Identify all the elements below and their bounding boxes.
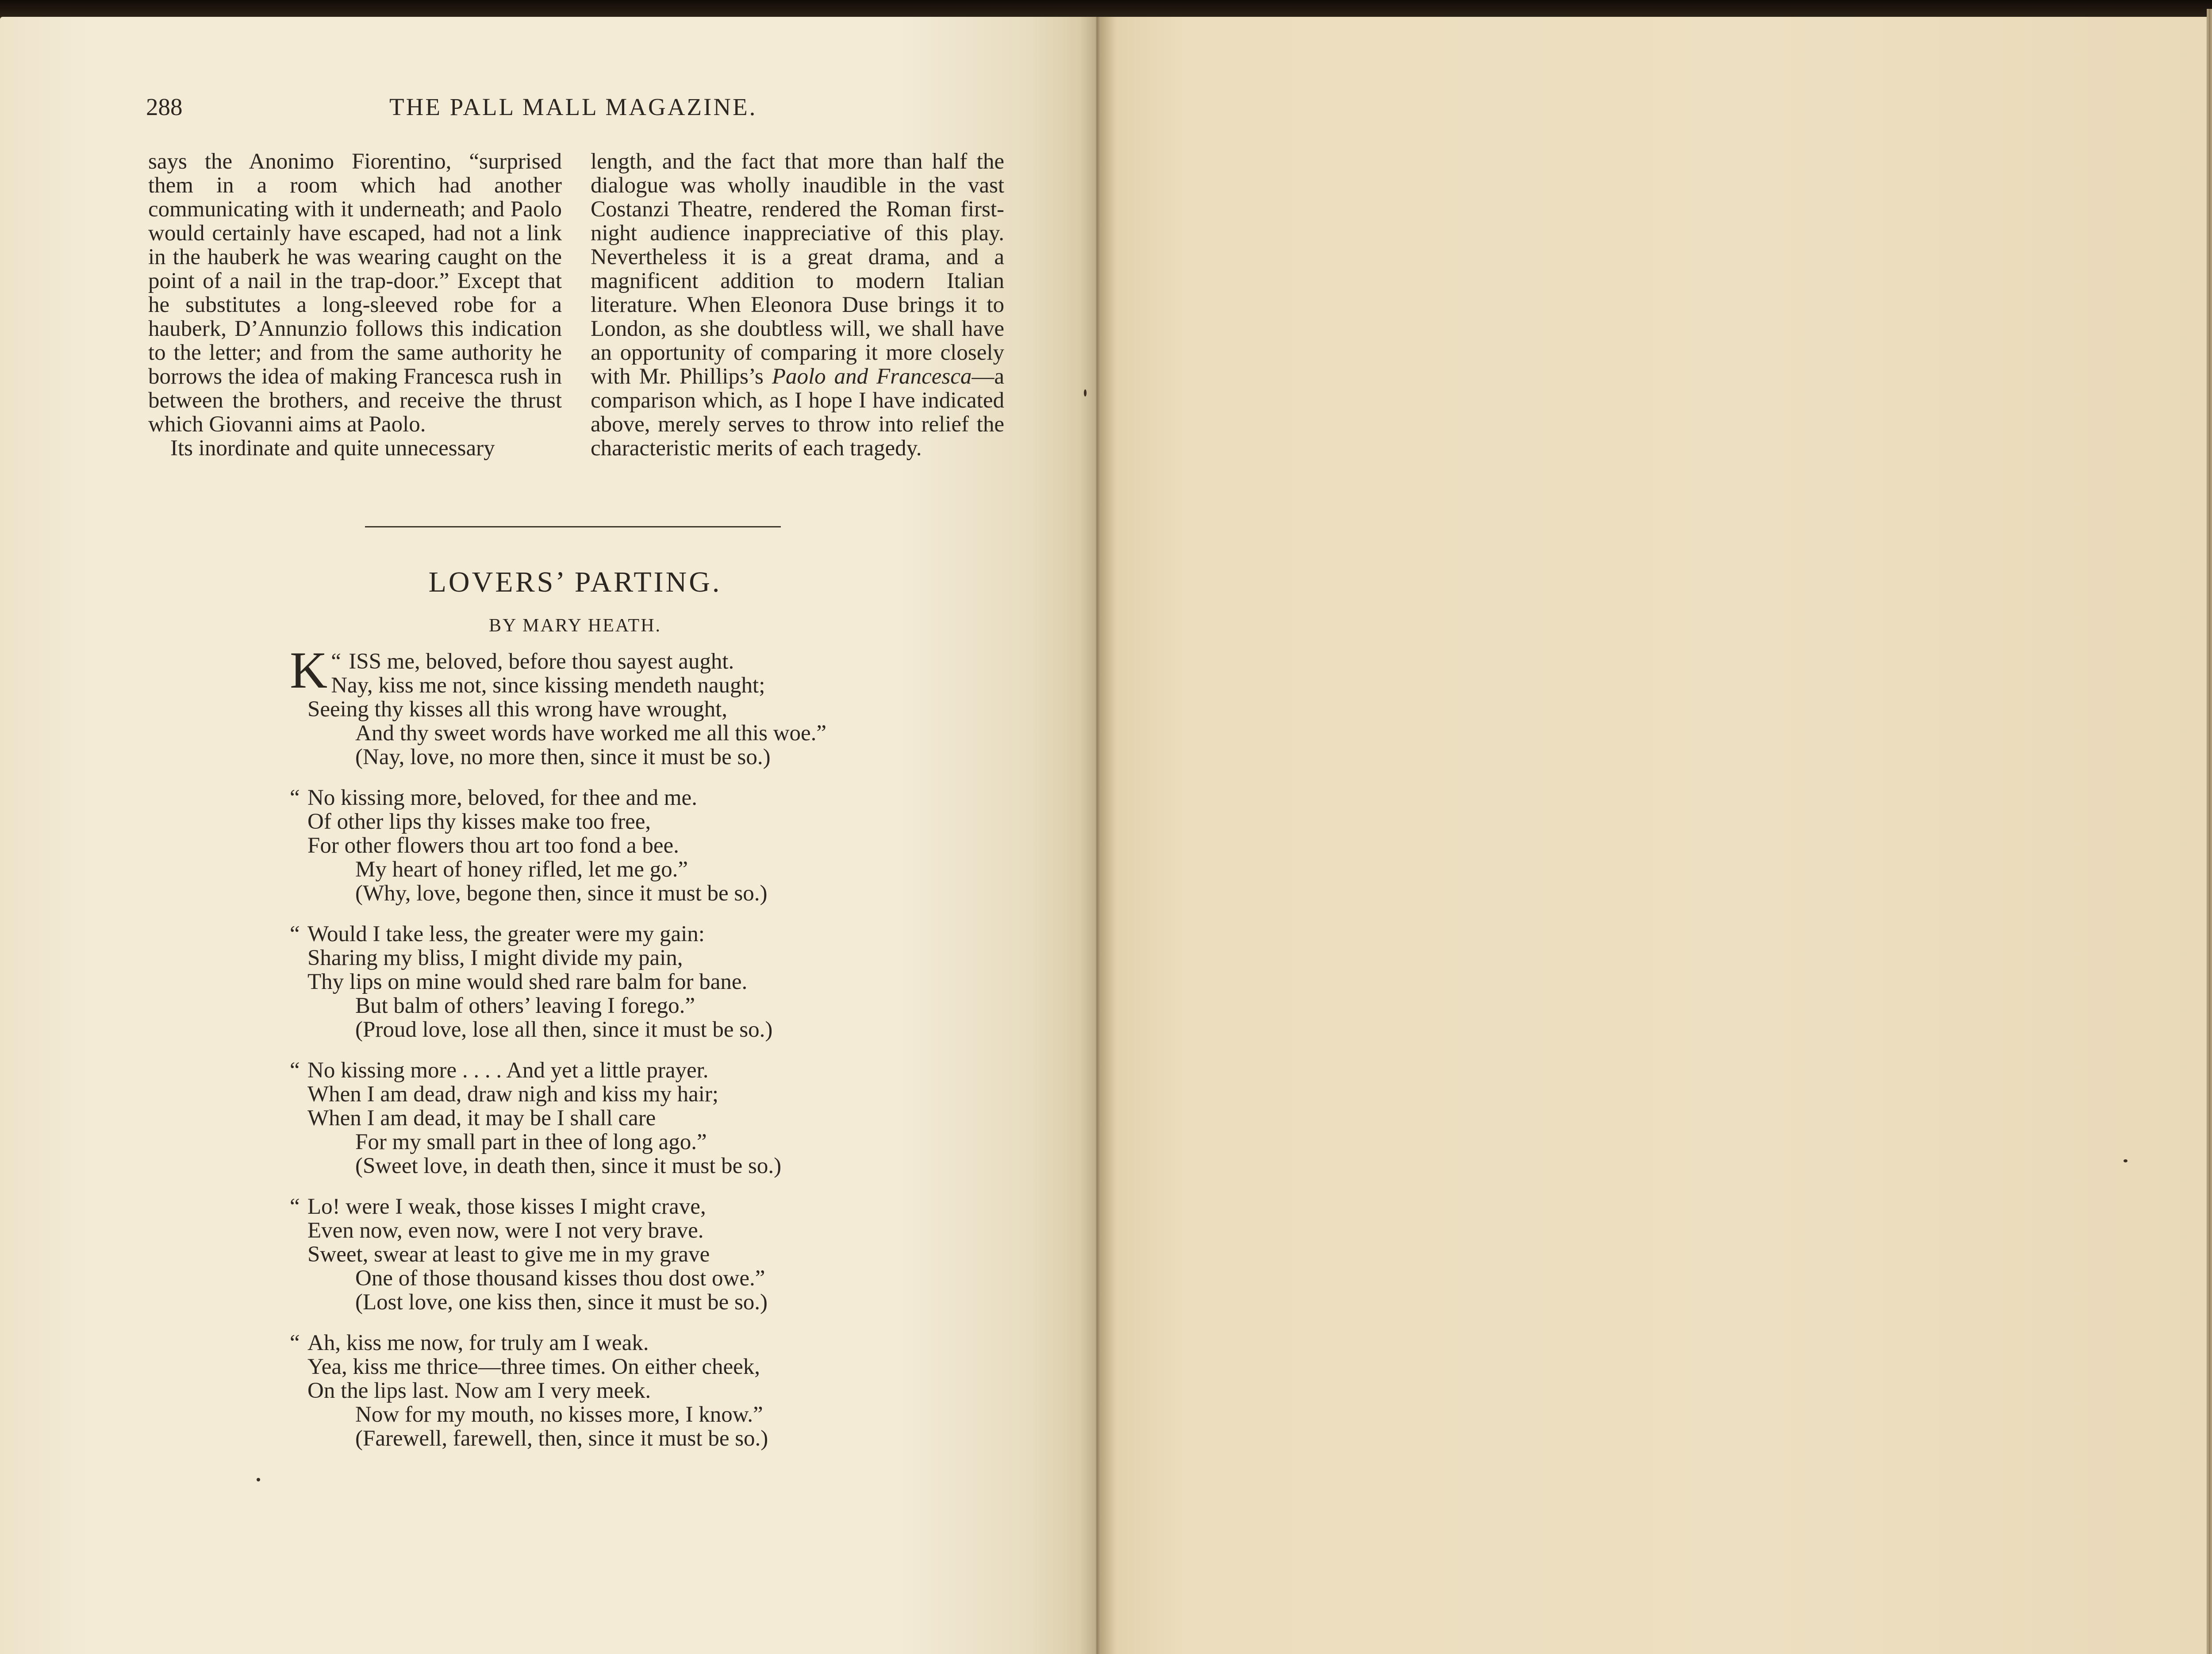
poem-line-text: No kissing more, beloved, for thee and me.	[307, 785, 697, 810]
page-fore-edge	[2207, 9, 2212, 1654]
poem-stanza	[290, 1331, 909, 1450]
running-head: THE PALL MALL MAGAZINE.	[389, 93, 757, 120]
opening-quote: “	[290, 922, 300, 946]
poem-line-text: (Proud love, lose all then, since it must be so.)	[355, 1017, 773, 1042]
poem-line	[290, 673, 909, 697]
poem-line	[290, 1082, 909, 1106]
poem-line	[290, 1290, 909, 1314]
poem-line-text: Seeing thy kisses all this wrong have wrought,	[307, 697, 728, 722]
right-page-blank	[1096, 17, 2207, 1654]
poem-line-text: Yea, kiss me thrice—three times. On either cheek,	[307, 1354, 760, 1379]
poem-line	[290, 786, 909, 810]
poem-line	[290, 922, 909, 946]
poem-line-text: Lo! were I weak, those kisses I might crave,	[307, 1194, 706, 1219]
article-paragraph	[591, 150, 1004, 460]
book-top-edge	[0, 0, 2212, 18]
poem-line	[290, 1355, 909, 1379]
poem-line-text: Sharing my bliss, I might divide my pain,	[307, 946, 683, 970]
poem-line-text: My heart of honey rifled, let me go.”	[355, 857, 688, 882]
poem-line-text: Of other lips thy kisses make too free,	[307, 809, 651, 834]
poem-line-text: Would I take less, the greater were my gain:	[307, 922, 705, 946]
opening-quote: “	[290, 1194, 300, 1219]
article-paragraph: Its inordinate and quite unnecessary	[170, 436, 495, 461]
poem-line-text: But balm of others’ leaving I forego.”	[355, 993, 695, 1018]
poem-line-text: When I am dead, it may be I shall care	[307, 1106, 656, 1131]
poem-line	[290, 1242, 909, 1266]
poem-stanza	[290, 641, 909, 769]
poem-stanza	[290, 922, 909, 1042]
article-paragraph: says the Anonimo Fiorentino, “surprised them in a room which had another communicating with it underneath; and Paolo would certainly have escaped, had not a link in the hauberk he was wearing caught on the point of a nail in the trap-door.” Except that he substitutes a long-sleeved robe for a hauberk, D’Annunzio follows this indication to the letter; and from the same authority he borrows the idea of making Francesca rush in between the brothers, and receive the thrust which Giovanni aims at Paolo.	[148, 149, 562, 437]
book-gutter	[1079, 17, 1115, 1654]
opening-quote: “	[290, 1331, 300, 1355]
poem-line-text: Nay, kiss me not, since kissing mendeth naught;	[331, 673, 765, 698]
poem-stanza	[290, 1058, 909, 1178]
page-number: 288	[146, 93, 183, 120]
poem-line-text: (Farewell, farewell, then, since it must be so.)	[355, 1426, 768, 1451]
ink-speck	[1084, 389, 1087, 396]
poem-body	[290, 641, 909, 1467]
poem-line-text: (Sweet love, in death then, since it must be so.)	[355, 1154, 782, 1178]
poem-line	[290, 1018, 909, 1042]
poem-line-text: (Nay, love, no more then, since it must be so.)	[355, 745, 771, 769]
poem-line	[290, 858, 909, 881]
poem-line-text: (Why, love, begone then, since it must be so.)	[355, 881, 768, 906]
poem-line	[290, 1266, 909, 1290]
opening-quote: “	[290, 1058, 300, 1083]
drop-cap: K	[290, 641, 328, 699]
poem-line	[290, 1379, 909, 1403]
poem-line	[290, 994, 909, 1018]
poem-line-text: (Lost love, one kiss then, since it must be so.)	[355, 1290, 768, 1315]
poem-line	[290, 1331, 909, 1355]
ink-speck	[2124, 1159, 2128, 1162]
poem-line-text: Now for my mouth, no kisses more, I know.”	[355, 1402, 763, 1427]
poem-line	[290, 1219, 909, 1242]
section-divider-rule	[365, 526, 781, 527]
poem-line-text: One of those thousand kisses thou dost owe.”	[355, 1266, 765, 1291]
poem-line-text: For my small part in thee of long ago.”	[355, 1130, 707, 1154]
article-text: length, and the fact that more than half the dialogue was wholly inaudible in the vast Costanzi Theatre, rendered the Roman first-night audience inappreciative of this play. Nevertheless it is a great drama, and a magnificent addition to modern Italian literature. When Eleonora Duse brings it to London, as she doubtless will, we shall have an opportunity of comparing it more closely with Mr. Phillips’s	[591, 149, 1004, 389]
poem-byline: BY MARY HEATH.	[488, 615, 662, 636]
poem-stanza	[290, 1195, 909, 1314]
ink-speck	[257, 1478, 260, 1481]
poem-line	[290, 1195, 909, 1219]
poem-stanza	[290, 786, 909, 905]
poem-line-text: Even now, even now, were I not very brave.	[307, 1218, 704, 1243]
poem-line	[290, 1058, 909, 1082]
poem-line	[290, 810, 909, 834]
poem-line	[290, 1403, 909, 1427]
poem-line-text: No kissing more . . . . And yet a little prayer.	[307, 1058, 709, 1083]
poem-line-text: ISS me, beloved, before thou sayest aught.	[349, 649, 734, 674]
poem-line	[290, 946, 909, 970]
article-text: —a comparison which, as I hope I have indicated above, merely serves to throw into relief the characteristic merits of each tragedy.	[591, 364, 1005, 461]
opening-quote: “	[331, 649, 341, 674]
poem-line	[290, 697, 909, 721]
poem-line-text: Ah, kiss me now, for truly am I weak.	[307, 1331, 649, 1355]
poem-line-text: For other flowers thou art too fond a bee.	[307, 833, 679, 858]
poem-line	[290, 745, 909, 769]
article-column-right	[591, 150, 1004, 460]
poem-line-text: On the lips last. Now am I very meek.	[307, 1378, 651, 1403]
poem-title: LOVERS’ PARTING.	[428, 566, 722, 598]
poem-line	[290, 1130, 909, 1154]
article-column-left	[148, 150, 562, 460]
poem-line	[290, 1427, 909, 1450]
poem-line-text: And thy sweet words have worked me all this woe.”	[355, 721, 827, 746]
poem-line-text: When I am dead, draw nigh and kiss my hair;	[307, 1082, 719, 1107]
poem-line	[290, 970, 909, 994]
poem-line	[290, 1106, 909, 1130]
play-title-italic: Paolo and Francesca	[772, 364, 972, 389]
poem-line	[290, 881, 909, 905]
poem-line	[290, 834, 909, 858]
poem-line	[290, 1154, 909, 1178]
poem-line-text: Thy lips on mine would shed rare balm for bane.	[307, 969, 748, 994]
poem-line-text: Sweet, swear at least to give me in my grave	[307, 1242, 710, 1267]
opening-quote: “	[290, 785, 300, 810]
poem-line	[290, 721, 909, 745]
